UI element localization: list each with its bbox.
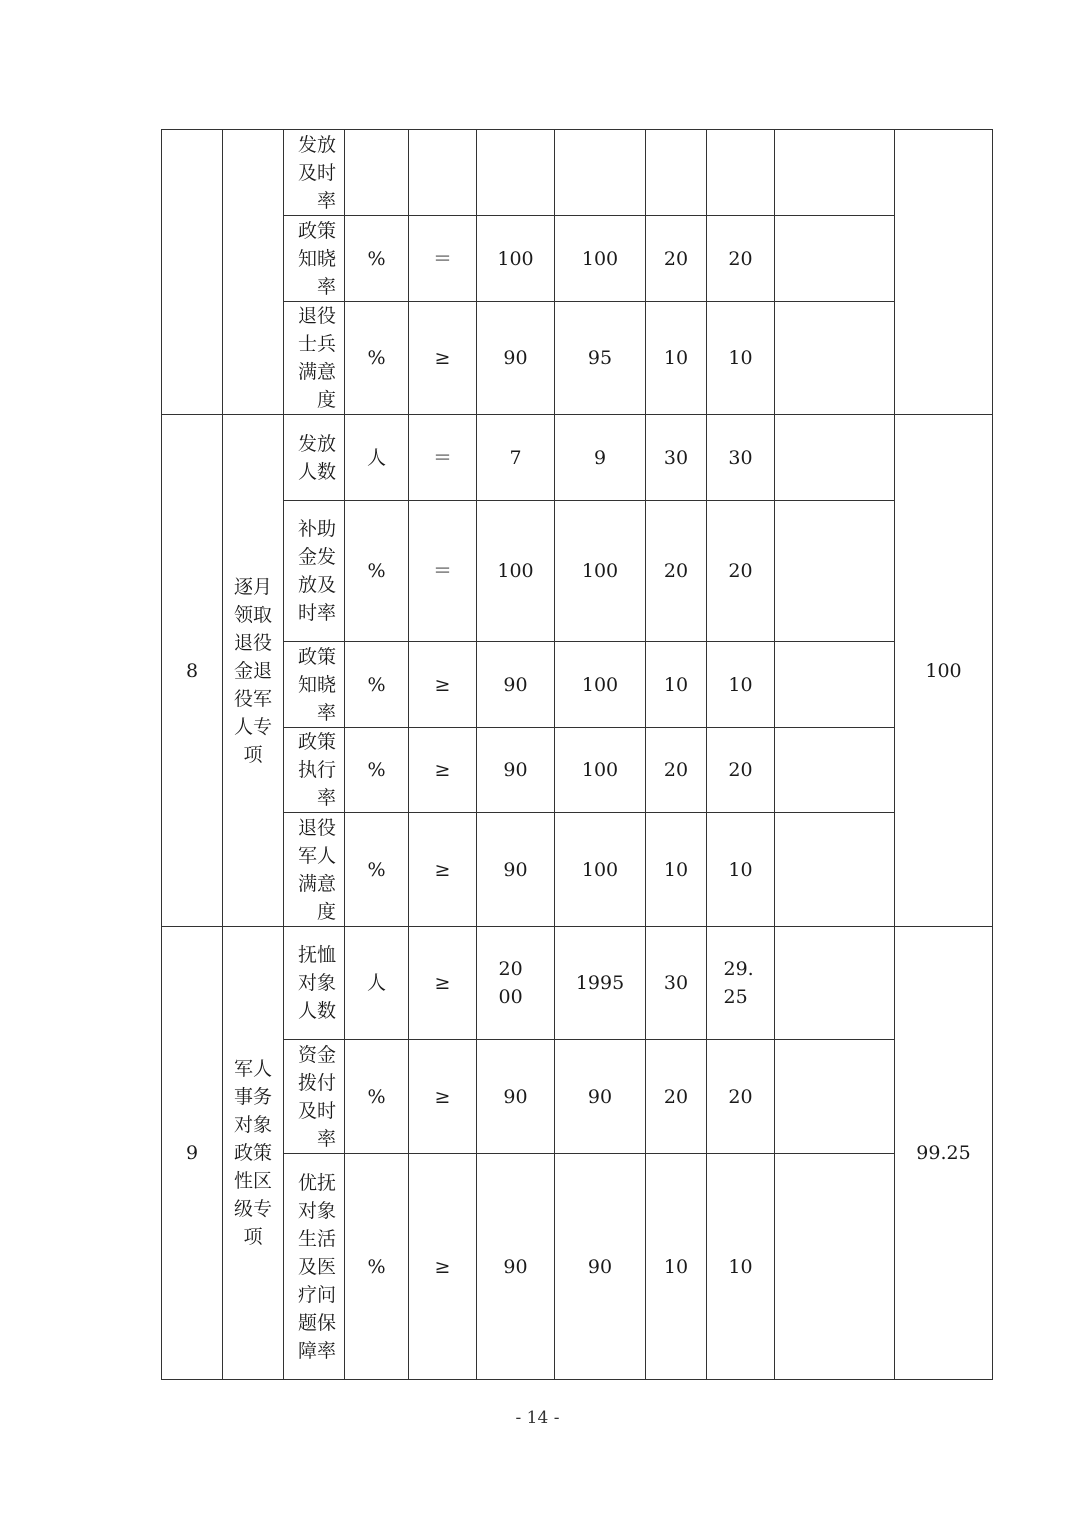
operator-cell: ≥ bbox=[409, 927, 477, 1040]
indicator-cell: 优抚对象生活及医疗问题保障率 bbox=[284, 1154, 345, 1380]
page-number: - 14 - bbox=[515, 1408, 560, 1428]
note-cell bbox=[775, 130, 895, 216]
score-cell: 29.25 bbox=[707, 927, 775, 1040]
note-cell bbox=[775, 1154, 895, 1380]
table-row bbox=[162, 728, 993, 813]
unit-cell: 人 bbox=[345, 415, 409, 501]
unit-cell: % bbox=[345, 501, 409, 642]
unit-cell bbox=[345, 130, 409, 216]
target-value-cell: 2000 bbox=[477, 927, 555, 1040]
note-cell bbox=[775, 813, 895, 927]
total-score-cell bbox=[895, 130, 993, 415]
weight-cell bbox=[646, 130, 707, 216]
note-cell bbox=[775, 927, 895, 1040]
operator-cell: ＝ bbox=[409, 216, 477, 302]
score-cell: 20 bbox=[707, 216, 775, 302]
actual-value-cell bbox=[555, 130, 646, 216]
table-row bbox=[162, 1154, 993, 1380]
target-value-cell: 90 bbox=[477, 813, 555, 927]
unit-cell: % bbox=[345, 302, 409, 415]
target-value-cell: 90 bbox=[477, 728, 555, 813]
indicator-cell: 抚恤对象人数 bbox=[284, 927, 345, 1040]
actual-value-cell: 100 bbox=[555, 813, 646, 927]
actual-value-cell: 100 bbox=[555, 501, 646, 642]
table-row bbox=[162, 302, 993, 415]
note-cell bbox=[775, 642, 895, 728]
weight-cell: 10 bbox=[646, 302, 707, 415]
indicator-cell: 退役军人满意度 bbox=[284, 813, 345, 927]
target-value-cell: 90 bbox=[477, 1154, 555, 1380]
score-cell: 10 bbox=[707, 302, 775, 415]
target-value-cell: 90 bbox=[477, 642, 555, 728]
target-value-cell: 100 bbox=[477, 501, 555, 642]
weight-cell: 30 bbox=[646, 415, 707, 501]
table-row bbox=[162, 927, 993, 1040]
indicator-cell: 发放人数 bbox=[284, 415, 345, 501]
weight-cell: 20 bbox=[646, 216, 707, 302]
weight-cell: 10 bbox=[646, 642, 707, 728]
operator-cell: ≥ bbox=[409, 1154, 477, 1380]
table-row bbox=[162, 415, 993, 501]
operator-cell: ≥ bbox=[409, 1040, 477, 1154]
actual-value-cell: 100 bbox=[555, 642, 646, 728]
actual-value-cell: 90 bbox=[555, 1040, 646, 1154]
target-value-cell: 90 bbox=[477, 302, 555, 415]
indicator-cell: 政策知晓率 bbox=[284, 642, 345, 728]
indicator-cell: 政策执行率 bbox=[284, 728, 345, 813]
indicator-cell: 政策知晓率 bbox=[284, 216, 345, 302]
target-value-cell: 90 bbox=[477, 1040, 555, 1154]
operator-cell: ≥ bbox=[409, 302, 477, 415]
table-row bbox=[162, 813, 993, 927]
note-cell bbox=[775, 728, 895, 813]
operator-cell: ＝ bbox=[409, 415, 477, 501]
score-cell: 10 bbox=[707, 1154, 775, 1380]
score-cell: 20 bbox=[707, 501, 775, 642]
score-cell: 20 bbox=[707, 728, 775, 813]
unit-cell: % bbox=[345, 813, 409, 927]
indicator-cell: 发放及时率 bbox=[284, 130, 345, 216]
unit-cell: % bbox=[345, 216, 409, 302]
weight-cell: 10 bbox=[646, 813, 707, 927]
target-value-cell: 100 bbox=[477, 216, 555, 302]
table-row bbox=[162, 216, 993, 302]
table-row bbox=[162, 501, 993, 642]
project-name-cell bbox=[223, 130, 284, 415]
operator-cell: ＝ bbox=[409, 501, 477, 642]
indicator-cell: 补助金发放及时率 bbox=[284, 501, 345, 642]
actual-value-cell: 9 bbox=[555, 415, 646, 501]
table-row bbox=[162, 1040, 993, 1154]
actual-value-cell: 95 bbox=[555, 302, 646, 415]
operator-cell: ≥ bbox=[409, 728, 477, 813]
operator-cell bbox=[409, 130, 477, 216]
indicator-cell: 资金拨付及时率 bbox=[284, 1040, 345, 1154]
score-cell: 10 bbox=[707, 813, 775, 927]
unit-cell: % bbox=[345, 642, 409, 728]
project-name-cell: 军人事务对象政策性区级专项 bbox=[223, 927, 284, 1380]
project-number-cell bbox=[162, 130, 223, 415]
unit-cell: 人 bbox=[345, 927, 409, 1040]
total-score-cell: 100 bbox=[895, 415, 993, 927]
score-cell: 10 bbox=[707, 642, 775, 728]
actual-value-cell: 1995 bbox=[555, 927, 646, 1040]
note-cell bbox=[775, 1040, 895, 1154]
unit-cell: % bbox=[345, 1040, 409, 1154]
note-cell bbox=[775, 415, 895, 501]
table-row bbox=[162, 130, 993, 216]
weight-cell: 20 bbox=[646, 501, 707, 642]
project-number-cell: 9 bbox=[162, 927, 223, 1380]
weight-cell: 30 bbox=[646, 927, 707, 1040]
operator-cell: ≥ bbox=[409, 642, 477, 728]
note-cell bbox=[775, 302, 895, 415]
score-cell bbox=[707, 130, 775, 216]
project-name-cell: 逐月领取退役金退役军人专项 bbox=[223, 415, 284, 927]
score-cell: 20 bbox=[707, 1040, 775, 1154]
score-cell: 30 bbox=[707, 415, 775, 501]
total-score-cell: 99.25 bbox=[895, 927, 993, 1380]
weight-cell: 10 bbox=[646, 1154, 707, 1380]
operator-cell: ≥ bbox=[409, 813, 477, 927]
weight-cell: 20 bbox=[646, 728, 707, 813]
actual-value-cell: 100 bbox=[555, 216, 646, 302]
project-number-cell: 8 bbox=[162, 415, 223, 927]
unit-cell: % bbox=[345, 1154, 409, 1380]
target-value-cell bbox=[477, 130, 555, 216]
actual-value-cell: 100 bbox=[555, 728, 646, 813]
table-row bbox=[162, 642, 993, 728]
unit-cell: % bbox=[345, 728, 409, 813]
performance-table bbox=[161, 129, 993, 1380]
note-cell bbox=[775, 216, 895, 302]
actual-value-cell: 90 bbox=[555, 1154, 646, 1380]
indicator-cell: 退役士兵满意度 bbox=[284, 302, 345, 415]
note-cell bbox=[775, 501, 895, 642]
target-value-cell: 7 bbox=[477, 415, 555, 501]
weight-cell: 20 bbox=[646, 1040, 707, 1154]
